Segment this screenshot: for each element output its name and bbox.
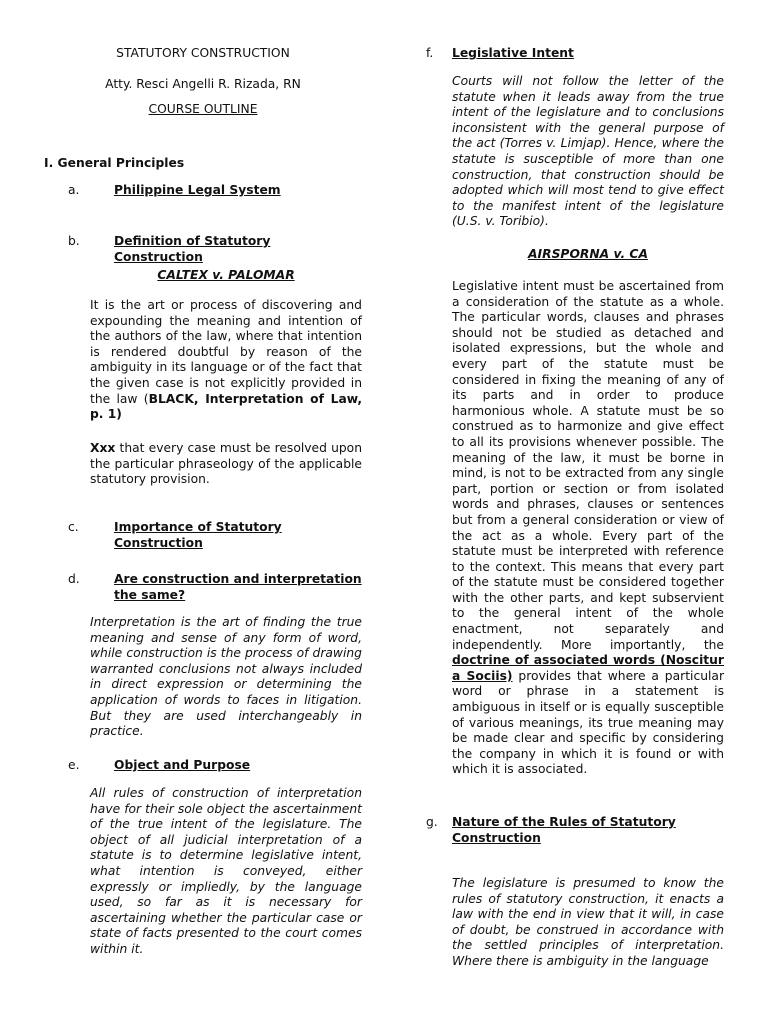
document-title: STATUTORY CONSTRUCTION: [116, 46, 290, 60]
item-b: [68, 234, 362, 265]
airsporna-tail: provides that where a particular word or phrase in a statement is ambiguous in itself or is equally susceptible of various meanings, its true meaning may be made clear and specific by considering the company in which it is found or with which it is associated.: [452, 668, 725, 777]
xxx-paragraph: [90, 441, 362, 488]
item-c: [68, 520, 362, 551]
course-outline-text: COURSE OUTLINE: [148, 102, 258, 116]
item-title: Definition of Statutory Construction: [114, 234, 271, 264]
item-e: [68, 758, 362, 774]
case-caption: CALTEX v. PALOMAR: [157, 268, 295, 282]
doctrine-term: doctrine of associated words (Noscitur a Sociis): [452, 653, 724, 683]
xxx-lead: Xxx: [90, 441, 116, 455]
item-label: d.: [68, 572, 80, 586]
item-label: e.: [68, 758, 80, 772]
definition-paragraph: [90, 298, 362, 423]
item-title: Legislative Intent: [452, 46, 574, 60]
airsporna-text: Legislative intent must be ascertained from a consideration of the statute as a whole. The particular words, clauses and phrases should not be studied as detached and isolated expressions, but the whole and every part of the statute must be considered in fixing the meaning of any of its parts and in order to produce harmonious whole. A statute must be so construed as to harmonize and give effect to all its provisions whenever possible. The meaning of the law, it must be borne in mind, is not to be extracted from any single part, portion or section or from isolated words and phrases, clauses or sentences but from a general consideration or view of the act as a whole. Every part of the statute must be interpreted with reference to the context. This means that every part of the statute must be considered together with the other parts, and kept subservient to the general intent of the whole enactment, not separately and independently. More importantly, the: [452, 279, 724, 652]
item-title: Are construction and interpretation the same?: [114, 572, 362, 602]
item-label: b.: [68, 234, 80, 248]
nature-paragraph: The legislature is presumed to know the rules of statutory construction, it enacts a law with the end in view that it will, in case of doubt, be construed in accordance with the settled principles of interpretation. Where there is ambiguity in the language: [452, 876, 724, 968]
object-paragraph: All rules of construction of interpretation have for their sole object the ascertainment of the true intent of the legislature. The object of all judicial interpretation of a statute is to determine legislative intent, what intention is conveyed, either expressly or impliedly, by the language used, so far as it is necessary for ascertaining whether the particular case or state of facts presented to the court comes within it.: [90, 786, 362, 956]
item-label: c.: [68, 520, 79, 534]
interpretation-paragraph: Interpretation is the art of finding the true meaning and sense of any form of word, while construction is the process of drawing warranted conclusions not always included in direct expression or determining the application of words to faces in litigation. But they are used interchangeably in practice.: [90, 615, 362, 739]
item-label: f.: [426, 46, 434, 60]
item-a: [68, 183, 362, 199]
legislative-intent-paragraph: Courts will not follow the letter of the statute when it leads away from the true intent of the legislature and to conclusions inconsistent with the general purpose of the act (Torres v. Limjap). Hence, where the statute is susceptible of more than one construction, that construction should be adopted which will most tend to give effect to the manifest intent of the legislature (U.S. v. Toribio).: [452, 74, 724, 229]
item-title: Importance of Statutory Construction: [114, 520, 282, 550]
item-title: Philippine Legal System: [114, 183, 281, 197]
item-f: [426, 46, 724, 62]
course-outline-heading: [44, 102, 362, 118]
item-title: Object and Purpose: [114, 758, 251, 772]
item-label: g.: [426, 815, 438, 829]
item-title: Nature of the Rules of Statutory Construction: [452, 815, 676, 845]
section-heading: I. General Principles: [44, 156, 185, 170]
case-caption: AIRSPORNA v. CA: [528, 247, 648, 261]
item-label: a.: [68, 183, 80, 197]
xxx-text: that every case must be resolved upon the particular phraseology of the applicable statutory provision.: [90, 441, 362, 487]
author-line: Atty. Resci Angelli R. Rizada, RN: [105, 77, 301, 91]
citation: BLACK, Interpretation of Law, p. 1): [90, 391, 362, 422]
airsporna-paragraph: [452, 279, 724, 778]
item-d: [68, 572, 362, 603]
item-g: [426, 815, 724, 846]
definition-text: It is the art or process of discovering and expounding the meaning and intention of the authors of the law, where that intention is rendered doubtful by reason of the ambiguity in its language or of the fact that the given case is not explicitly provided in the law (: [90, 298, 362, 406]
